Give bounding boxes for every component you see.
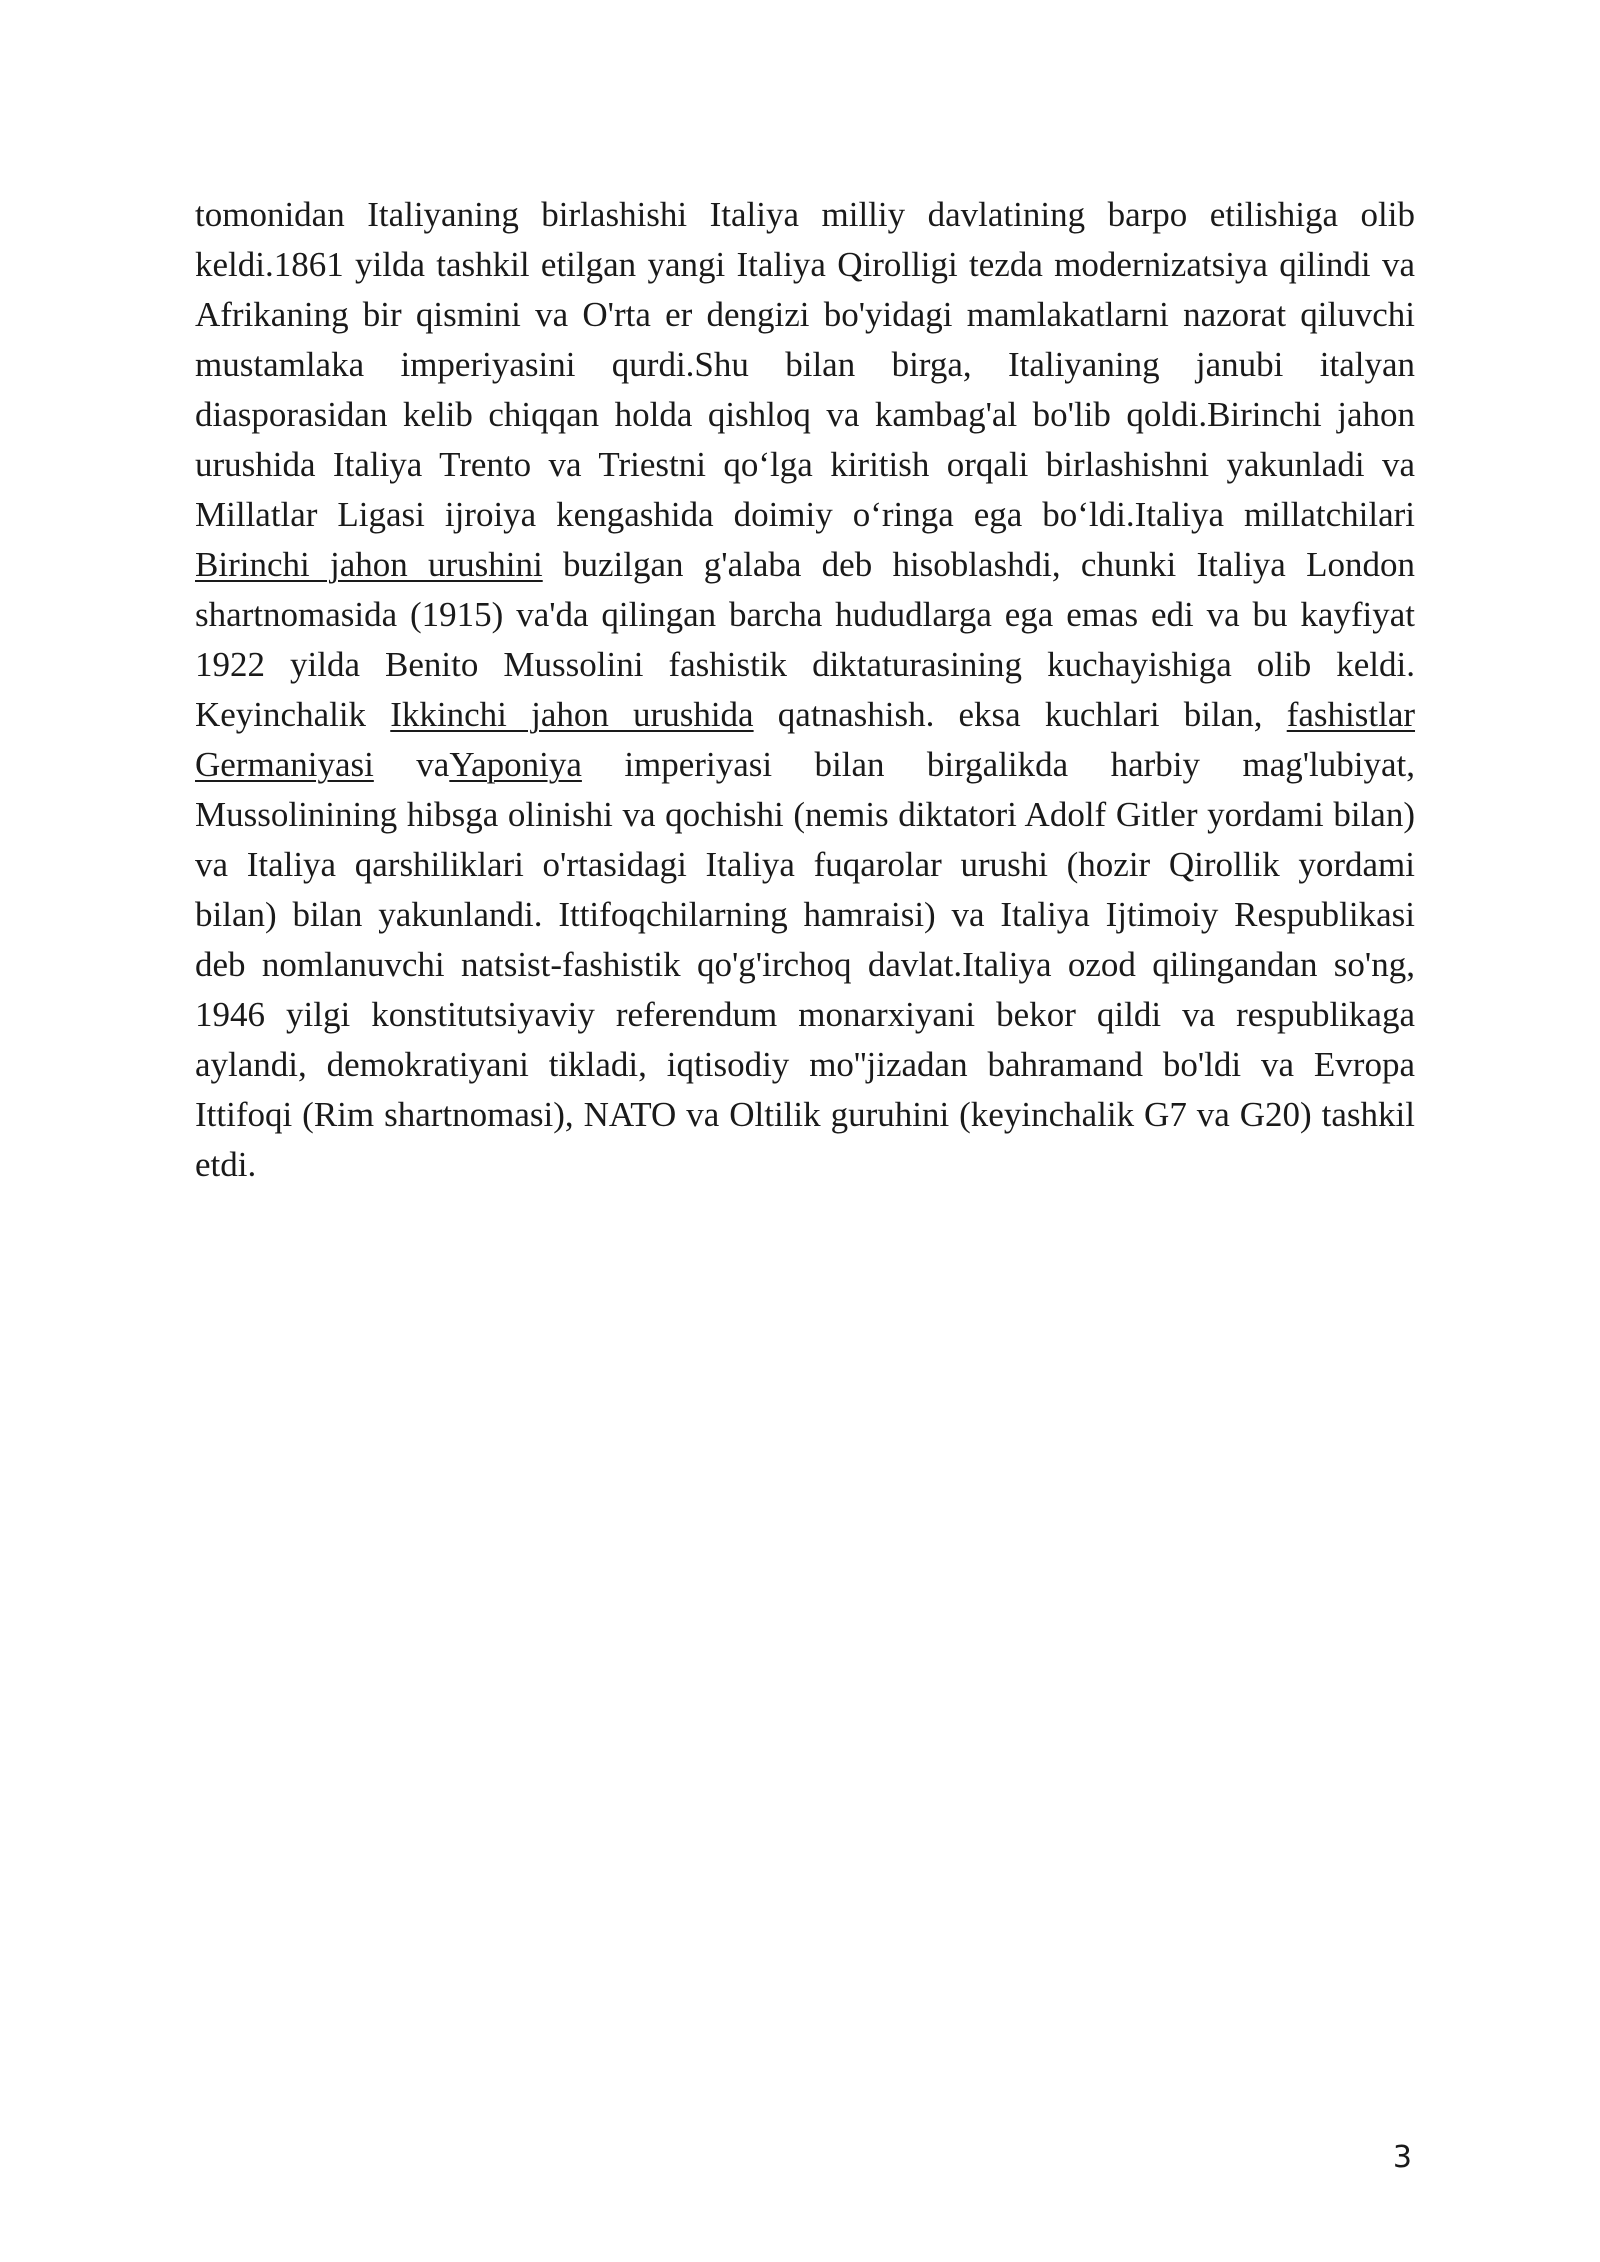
link-ikkinchi-jahon-urushi[interactable]: Ikkinchi jahon urushida: [390, 695, 754, 734]
body-paragraph: [195, 190, 1415, 1190]
link-fashistlar-germaniyasi[interactable]: fashistlar Germaniyasi: [195, 695, 1416, 784]
paragraph-text-segment: qatnashish. eksa kuchlari bilan,: [753, 695, 1287, 734]
paragraph-text-segment: buzilgan g'alaba deb hisoblashdi, chunki Italiya London shartnomasida (1915) va'da qilingan barcha hududlarga ega emas edi va bu kayfiyat 1922 yilda Benito Mussolini fashistik diktaturasining kuchayishiga olib keldi. Keyinchalik: [195, 545, 1415, 734]
paragraph-text-segment: imperiyasi bilan birgalikda harbiy mag'lubiyat, Mussolinining hibsga olinishi va qochishi (nemis diktatori Adolf Gitler yordami bilan) va Italiya qarshiliklari o'rtasidagi Italiya fuqarolar urushi (hozir Qirollik yordami bilan) bilan yakunlandi. Ittifoqchilarning hamraisi) va Italiya Ijtimoiy Respublikasi deb nomlanuvchi natsist-fashistik qo'g'irchoq davlat.Italiya ozod qilingandan so'ng, 1946 yilgi konstitutsiyaviy referendum monarxiyani bekor qildi va respublikaga aylandi, demokratiyani tikladi, iqtisodiy mo''jizadan bahramand bo'ldi va Evropa Ittifoqi (Rim shartnomasi), NATO va Oltilik guruhini (keyinchalik G7 va G20) tashkil etdi.: [195, 745, 1415, 1184]
paragraph-text-segment: tomonidan Italiyaning birlashishi Italiya milliy davlatining barpo etilishiga olib keldi.1861 yilda tashkil etilgan yangi Italiya Qirolligi tezda modernizatsiya qilindi va Afrikaning bir qismini va O'rta er dengizi bo'yidagi mamlakatlarni nazorat qiluvchi mustamlaka imperiyasini qurdi.Shu bilan birga, Italiyaning janubi italyan diasporasidan kelib chiqqan holda qishloq va kambag'al bo'lib qoldi.Birinchi jahon urushida Italiya Trento va Triestni qo‘lga kiritish orqali birlashishni yakunladi va Millatlar Ligasi ijroiya kengashida doimiy o‘ringa ega bo‘ldi.Italiya millatchilari: [195, 195, 1415, 534]
link-birinchi-jahon-urushi[interactable]: Birinchi jahon urushini: [195, 545, 543, 584]
page-number: 3: [1392, 2140, 1412, 2175]
link-yaponiya[interactable]: Yaponiya: [449, 745, 582, 784]
paragraph-text-segment: va: [373, 745, 450, 784]
